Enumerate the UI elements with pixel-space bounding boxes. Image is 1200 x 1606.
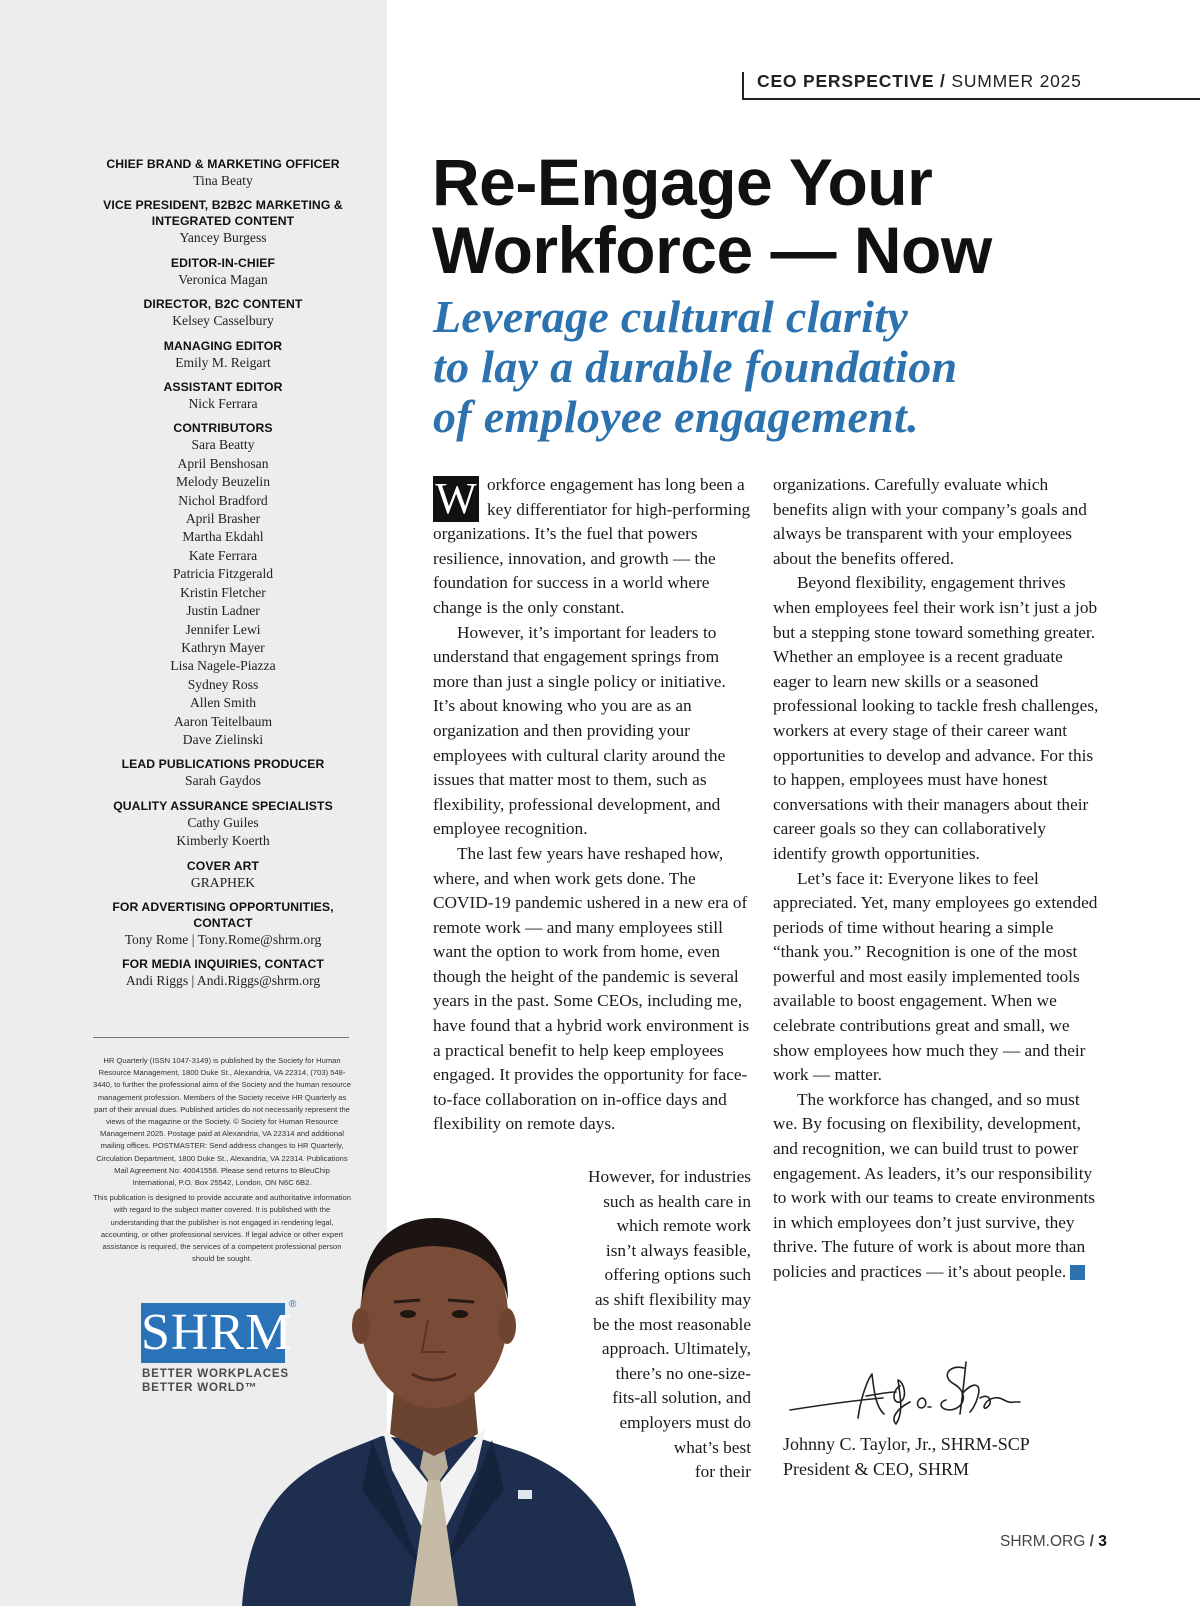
masthead-group (93, 156, 353, 190)
masthead-role: FOR MEDIA INQUIRIES, CONTACT (122, 957, 324, 972)
masthead-name: Tina Beaty (193, 173, 253, 188)
section-header (757, 71, 1082, 92)
masthead-name: GRAPHEK (190, 874, 256, 890)
legal-disclaimer: This publication is designed to provide accurate and authoritative information with regard to the subject matter covered. It is published with the understanding that the publisher is not engaged in rendering legal, accounting, or other professional services. If legal advice or other expert assistance is required, the services of a competent professional person should be sought. (93, 1193, 351, 1264)
paragraph-4-line: there’s no one-size- (615, 1363, 751, 1383)
handwritten-signature (788, 1352, 1050, 1434)
paragraph-1: orkforce engagement has long been a key differentiator for high-performing organizations. It’s the fuel that powers resilience, innovation, and growth — the foundation for success in a world where change is the only constant. (433, 475, 751, 617)
masthead-role: CHIEF BRAND & MARKETING OFFICER (106, 157, 340, 171)
paragraph-7 (773, 1088, 1108, 1285)
masthead-name: Sydney Ross (187, 676, 259, 692)
footer-site: SHRM.ORG (1000, 1533, 1086, 1550)
masthead-name: Kathryn Mayer (181, 639, 265, 655)
masthead (93, 156, 353, 998)
paragraph-4-line: isn’t always feasible, (605, 1240, 751, 1260)
author-title: President & CEO, SHRM (783, 1459, 970, 1479)
masthead-name: Lisa Nagele-Piazza (170, 658, 276, 674)
masthead-name: Kimberly Koerth (176, 833, 270, 849)
article-subtitle (433, 292, 1113, 442)
masthead-role: LEAD PUBLICATIONS PRODUCER (121, 757, 325, 772)
masthead-name: Sarah Gaydos (185, 773, 261, 789)
logo-wordmark: SHRM (141, 1304, 293, 1361)
masthead-group (93, 379, 353, 413)
masthead-group (93, 899, 353, 949)
masthead-role: CONTRIBUTORS (173, 421, 273, 436)
subtitle-line-1: Leverage cultural clarity (433, 291, 909, 342)
masthead-name: Cathy Guiles (187, 814, 259, 830)
masthead-role: MANAGING EDITOR (163, 338, 283, 353)
author-name: Johnny C. Taylor, Jr., SHRM-SCP (783, 1434, 1030, 1454)
paragraph-6: Let’s face it: Everyone likes to feel appreciated. Yet, many employees go extended periods of time without hearing a simple “thank you.” Recognition is one of the most powerful and most easily implemented tools available to boost engagement. When we celebrate contributions great and small, we show employees how much they — and their work — matter. (773, 868, 1098, 1085)
paragraph-4-line: as shift flexibility may (595, 1289, 751, 1309)
drop-cap: W (433, 476, 479, 522)
masthead-group (93, 197, 353, 247)
masthead-name: Martha Ekdahl (182, 529, 264, 545)
paragraph-4-line: be the most reasonable (593, 1314, 751, 1334)
article-column-1 (433, 473, 751, 1137)
title-line-1: Re-Engage Your (432, 145, 933, 219)
masthead-role: COVER ART (186, 858, 260, 873)
masthead-name: Jennifer Lewi (185, 621, 261, 637)
header-rule-vertical (742, 72, 744, 100)
header-rule-horizontal (742, 98, 1200, 100)
publication-notice: HR Quarterly (ISSN 1047-3149) is published by the Society for Human Resource Management, 1800 Duke St., Alexandria, VA 22314, (703) 548-3440, to further the professional aims of the Society and the human resource management profession. Members of the Society receive HR Quarterly as part of their annual dues. Published articles do not necessarily represent the views of the magazine or the Society. © Society for Human Resource Management 2025. Postage paid at Alexandria, VA 22314 and additional mailing offices. POSTMASTER: Send address changes to HR Quarterly, Circulation Department, 1800 Duke St., Alexandria, VA 22314. Publications Mail Agreement No: 40041558. Please send returns to BleuChip International, P.O. Box 25542, London, ON N6C 6B2. (93, 1056, 351, 1188)
paragraph-4-line: approach. Ultimately, (601, 1339, 751, 1359)
masthead-name: Yancey Burgess (179, 230, 267, 246)
article-column-2 (773, 473, 1108, 1285)
masthead-name: Sara Beatty (191, 437, 255, 453)
article-title (432, 145, 1112, 287)
page-number: 3 (1098, 1533, 1107, 1550)
masthead-group (93, 798, 353, 851)
footer-separator: / (1089, 1533, 1094, 1550)
paragraph-7-text: The workforce has changed, and so must we. By focusing on flexibility, development, and recognition, we can build trust to power engagement. As leaders, it’s our responsibility to work with our teams to create environments in which employees don’t just survive, they thrive. The future of work is about more than policies and practices — it’s about people. (773, 1089, 1096, 1281)
ceo-portrait (222, 1190, 652, 1606)
paragraph-4-line: such as health care in (603, 1191, 751, 1211)
section-name: CEO PERSPECTIVE (757, 71, 935, 91)
paragraph-5: Beyond flexibility, engagement thrives when employees feel their work isn’t just a job but a stepping stone toward something greater. Whether an employee is a recent graduate eager to learn new skills or a seasoned professional looking to tackle fresh challenges, workers at every stage of their career want opportunities to develop and advance. For this to happen, employees must have honest conversations with their managers about their career goals so they can collaboratively identify growth opportunities. (773, 573, 1099, 863)
author-signoff (783, 1432, 1030, 1482)
paragraph-4-line: employers must do (619, 1412, 751, 1432)
masthead-name: Nick Ferrara (188, 396, 258, 412)
issue-name: SUMMER 2025 (951, 71, 1082, 91)
masthead-group (93, 420, 353, 749)
page-footer (1000, 1533, 1107, 1551)
hr-end-mark-icon: HR (1070, 1265, 1085, 1280)
title-line-2: Workforce — Now (432, 213, 992, 287)
masthead-group (93, 255, 353, 289)
masthead-name: Patricia Fitzgerald (172, 566, 274, 582)
paragraph-2: However, it’s important for leaders to understand that engagement springs from more than just a single policy or initiative. It’s about knowing who you are as an organization and then providing your employees with cultural clarity around the issues that matter most to them, such as flexibility, professional development, and employee recognition. (433, 622, 726, 839)
masthead-role: VICE PRESIDENT, B2B2C MARKETING & INTEGRATED CONTENT (103, 198, 343, 229)
paragraph-4-line: offering options such (604, 1265, 751, 1285)
masthead-group (93, 858, 353, 892)
masthead-name: Nichol Bradford (178, 492, 268, 508)
masthead-name: Justin Ladner (186, 603, 260, 619)
masthead-name: Tony Rome | Tony.Rome@shrm.org (124, 931, 322, 947)
masthead-name: Aaron Teitelbaum (173, 713, 273, 729)
masthead-role: DIRECTOR, B2C CONTENT (143, 297, 303, 312)
masthead-group (93, 956, 353, 990)
subtitle-line-3: of employee engagement. (433, 391, 919, 442)
logo-tagline-1: BETTER WORKPLACES (142, 1367, 289, 1380)
header-separator: / (940, 71, 946, 91)
masthead-name: Kristin Fletcher (180, 584, 266, 600)
masthead-name: Melody Beuzelin (175, 474, 270, 490)
masthead-role: QUALITY ASSURANCE SPECIALISTS (113, 798, 333, 813)
masthead-group (93, 756, 353, 790)
paragraph-3: The last few years have reshaped how, where, and when work gets done. The COVID-19 pandemic ushered in a new era of remote work — and many employees still want the option to work from home, even though the height of the pandemic is several years in the past. Some CEOs, including me, have found that a hybrid work environment is a practical benefit to help keep employees engaged. It provides the opportunity for face-to-face collaboration on in-office days and flexibility on remote days. (433, 843, 750, 1134)
masthead-name: Allen Smith (189, 695, 257, 711)
logo-registered-mark: ® (289, 1299, 297, 1310)
masthead-name: April Brasher (185, 511, 261, 527)
logo-tagline-2: BETTER WORLD™ (142, 1381, 258, 1394)
masthead-name: Veronica Magan (178, 271, 268, 287)
masthead-name: Kate Ferrara (188, 547, 258, 563)
masthead-divider (93, 1037, 349, 1038)
masthead-name: April Benshosan (177, 455, 269, 471)
masthead-role: EDITOR-IN-CHIEF (170, 255, 276, 270)
paragraph-4-continued: organizations. Carefully evaluate which benefits align with your company’s goals and always be transparent with your employees about the benefits offered. (773, 475, 1087, 568)
masthead-role: ASSISTANT EDITOR (163, 380, 283, 395)
subtitle-line-2: to lay a durable foundation (433, 341, 958, 392)
masthead-group (93, 338, 353, 372)
paragraph-4-line: for their (694, 1462, 751, 1482)
masthead-name: Kelsey Casselbury (172, 313, 274, 329)
masthead-name: Dave Zielinski (182, 731, 264, 747)
paragraph-4-line: which remote work (616, 1216, 751, 1236)
masthead-name: Emily M. Reigart (175, 354, 271, 370)
masthead-group (93, 296, 353, 330)
masthead-name: Andi Riggs | Andi.Riggs@shrm.org (125, 973, 321, 989)
masthead-role: FOR ADVERTISING OPPORTUNITIES, CONTACT (112, 899, 334, 930)
paragraph-4-line: what’s best (673, 1437, 751, 1457)
paragraph-4-line: fits-all solution, and (612, 1388, 751, 1408)
paragraph-4-line: However, for industries (588, 1167, 751, 1186)
